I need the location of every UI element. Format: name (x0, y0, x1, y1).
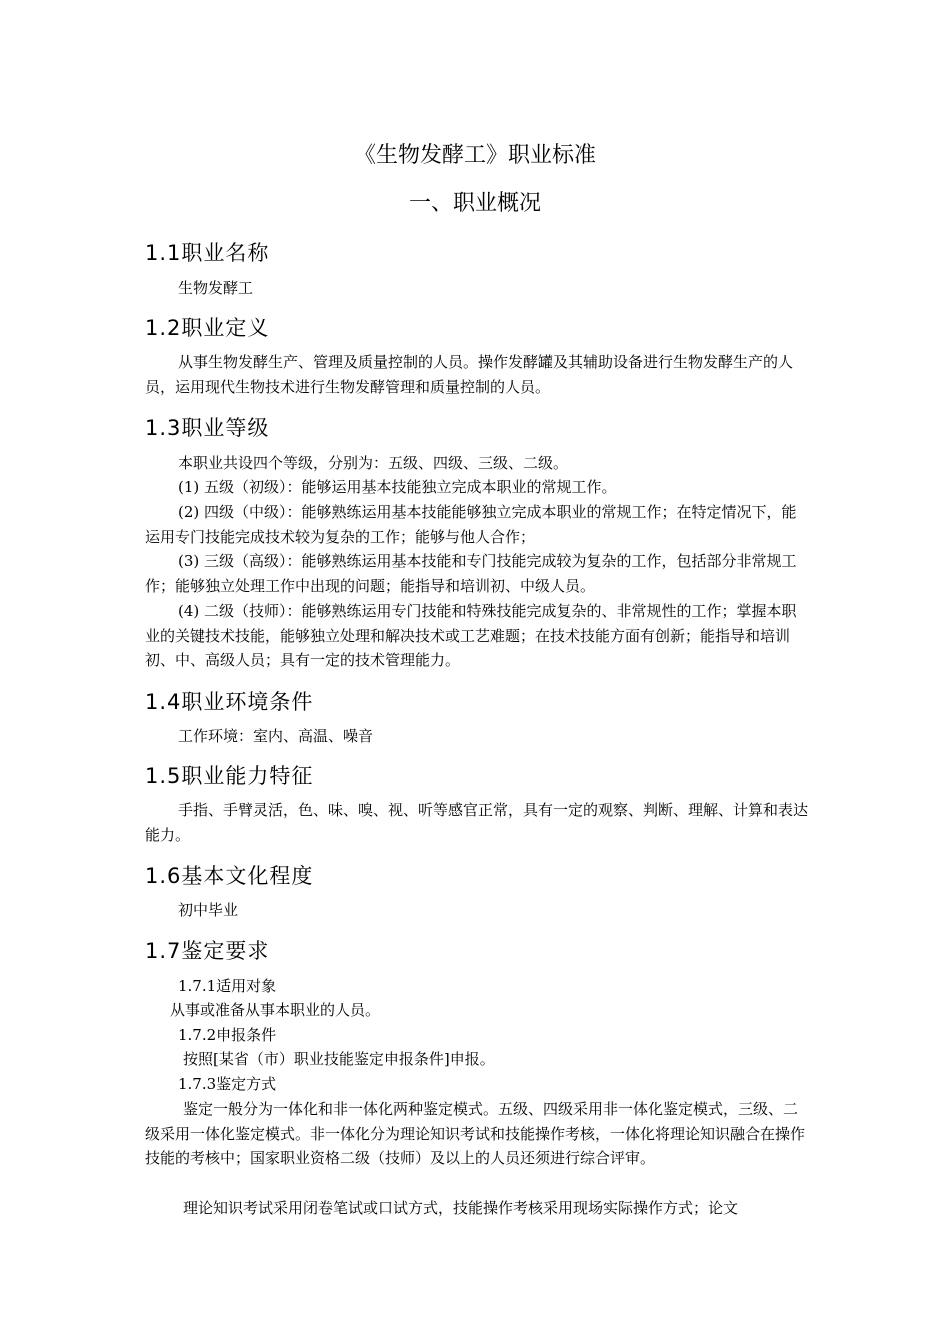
subsection-text-1-7-3-para2: 理论知识考试采用闭卷笔试或口试方式，技能操作考核采用现场实际操作方式；论文 (183, 1199, 739, 1217)
subsection-text-1-7-1: 从事或准备从事本职业的人员。 (170, 1001, 381, 1019)
level-item: (3) 三级（高级）：能够熟练运用基本技能和专门技能完成较为复杂的工作，包括部分非常规工作；能够独立处理工作中出现的问题；能指导和培训初、中级人员。 (145, 552, 797, 595)
level-item: (1) 五级（初级）：能够运用基本技能独立完成本职业的常规工作。 (178, 478, 617, 496)
subsection-text-1-7-3-para1: 鉴定一般分为一体化和非一体化两种鉴定模式。五级、四级采用非一体化鉴定模式，三级、二级采用一体化鉴定模式。非一体化分为理论知识考试和技能操作考核，一体化将理论知识融合在操作技能的考核中；国家职业资格二级（技师）及以上的人员还须进行综合评审。 (145, 1100, 806, 1167)
level-item: (2) 四级（中级）：能够熟练运用基本技能能够独立完成本职业的常规工作；在特定情况下，能运用专门技能完成技术较为复杂的工作；能够与他人合作； (145, 503, 797, 546)
section-heading-1-4: 1.4职业环境条件 (145, 690, 314, 714)
section-heading-1-5: 1.5职业能力特征 (145, 764, 314, 788)
subsection-title-1-7-3: 1.7.3鉴定方式 (178, 1075, 277, 1093)
section-text-1-1: 生物发酵工 (178, 279, 254, 297)
section-text-1-6: 初中毕业 (178, 901, 239, 919)
section-text-1-3-intro: 本职业共设四个等级，分别为：五级、四级、三级、二级。 (178, 454, 569, 472)
subsection-text-1-7-2: 按照[某省（市）职业技能鉴定申报条件]申报。 (183, 1050, 495, 1068)
document-title: 《生物发酵工》职业标准 (353, 143, 596, 168)
section-text-1-4: 工作环境：室内、高温、噪音 (178, 727, 374, 745)
level-item: (4) 二级（技师）：能够熟练运用专门技能和特殊技能完成复杂的、非常规性的工作；掌握本职业的关键技术技能，能够独立处理和解决技术或工艺难题；在技术技能方面有创新；能指导和培训初、中、高级人员；具有一定的技术管理能力。 (145, 602, 797, 669)
section-heading-1-2: 1.2职业定义 (145, 316, 270, 340)
section-text-1-5: 手指、手臂灵活，色、味、嗅、视、听等感官正常，具有一定的观察、判断、理解、计算和表达能力。 (145, 801, 809, 844)
subsection-title-1-7-2: 1.7.2申报条件 (178, 1026, 277, 1044)
section-heading-1-1: 1.1职业名称 (145, 241, 270, 265)
chapter-title: 一、职业概况 (408, 191, 541, 216)
section-heading-1-6: 1.6基本文化程度 (145, 864, 314, 888)
section-heading-1-3: 1.3职业等级 (145, 416, 270, 440)
subsection-title-1-7-1: 1.7.1适用对象 (178, 977, 277, 995)
section-text-1-2: 从事生物发酵生产、管理及质量控制的人员。操作发酵罐及其辅助设备进行生物发酵生产的人员，运用现代生物技术进行生物发酵管理和质量控制的人员。 (145, 353, 794, 396)
section-heading-1-7: 1.7鉴定要求 (145, 939, 270, 963)
